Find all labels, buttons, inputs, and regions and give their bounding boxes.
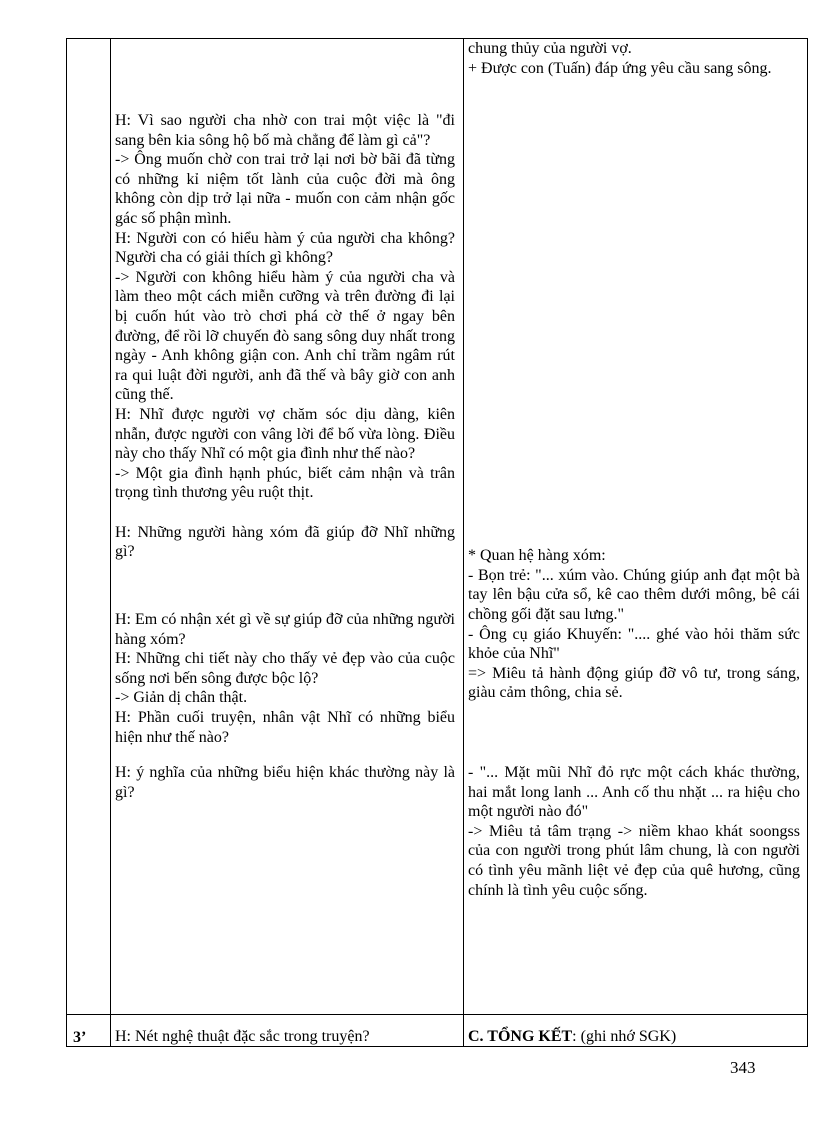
answer-6: -> Giản dị chân thật. <box>115 689 248 707</box>
content-line-1: chung thủy của người vợ. <box>468 40 632 57</box>
question-5: H: Em có nhận xét gì về sự giúp đỡ của những người hàng xóm? <box>115 611 455 648</box>
answer-3: -> Một gia đình hạnh phúc, biết cảm nhận và trân trọng tình thương yêu ruột thịt. <box>115 464 455 502</box>
question-2: H: Người con có hiểu hàm ý của người cha không? Người cha có giải thích gì không? <box>115 229 455 267</box>
question-8: H: ý nghĩa của những biểu hiện khác thường này là gì? <box>115 764 455 801</box>
final-question <box>111 1027 459 1047</box>
summary-text: : (ghi nhớ SGK) <box>572 1028 677 1045</box>
final-question-text: H: Nét nghệ thuật đặc sắc trong truyện? <box>115 1028 370 1045</box>
answer-2: -> Người con không hiểu hàm ý của người cha và làm theo một cách miễn cưỡng và trên đường đi lại bị cuốn hút vào trò chơi phá cờ thế ở ngay bên đường, để rồi lỡ chuyến đò sang sông duy nhất trong ngày - Anh không giận con. Anh chỉ trầm ngâm rút ra qui luật đời người, anh đã thế và bây giờ con anh cũng thế. <box>115 268 455 404</box>
neighbors-heading: * Quan hệ hàng xóm: <box>468 547 606 565</box>
question-3: H: Nhĩ được người vợ chăm sóc dịu dàng, kiên nhẫn, được người con vâng lời để bố vừa lòng. Điều này cho thấy Nhĩ có một gia đình như thế nào? <box>115 405 455 463</box>
teacher-questions-column <box>111 39 459 802</box>
content-column <box>464 39 804 900</box>
row-divider <box>67 1014 807 1015</box>
neighbors-conclusion: => Miêu tả hành động giúp đỡ vô tư, trong sáng, giàu cảm thông, chia sẻ. <box>468 664 800 702</box>
neighbors-teacher: - Ông cụ giáo Khuyến: ".... ghé vào hỏi thăm sức khỏe của Nhĩ" <box>468 625 800 663</box>
question-1: H: Vì sao người cha nhờ con trai một việc là "đi sang bên kia sông hộ bố mà chẳng để làm gì cả"? <box>115 112 455 149</box>
ending-details: - "... Mặt mũi Nhĩ đỏ rực một cách khác thường, hai mắt long lanh ... Anh cố thu nhặt ... ra hiệu cho một người nào đó" <box>468 763 800 821</box>
summary-cell <box>464 1027 804 1047</box>
page-number: 343 <box>730 1058 756 1077</box>
content-line-2: + Được con (Tuấn) đáp ứng yêu cầu sang sông. <box>468 59 772 77</box>
answer-1: -> Ông muốn chờ con trai trở lại nơi bờ bãi đã từng có những kỉ niệm tốt lành của cuộc đời mà ông không còn dịp trở lại nữa - muốn con cảm nhận gốc gác số phận mình. <box>115 151 455 227</box>
question-4: H: Những người hàng xóm đã giúp đỡ Nhĩ những gì? <box>115 523 455 561</box>
summary-heading: C. TỔNG KẾT <box>468 1028 573 1045</box>
neighbors-children: - Bọn trẻ: "... xúm vào. Chúng giúp anh đạt một bà tay lên bậu cửa sổ, kê cao thêm dưới mông, bê cái chồng gối đặt sau lưng." <box>468 566 800 623</box>
question-7: H: Phần cuối truyện, nhân vật Nhĩ có những biểu hiện như thế nào? <box>115 709 455 746</box>
lesson-table <box>66 38 808 1047</box>
ending-meaning: -> Miêu tả tâm trạng -> niềm khao khát soongss của con người trong phút lâm chung, là con người có tình yêu mãnh liệt vẻ đẹp của quê hương, cũng chính là tình yêu cuộc sống. <box>468 822 800 899</box>
question-6: H: Những chi tiết này cho thấy vẻ đẹp vào của cuộc sống nơi bến sông được bộc lộ? <box>115 650 455 687</box>
time-cell: 3’ <box>73 1029 87 1046</box>
